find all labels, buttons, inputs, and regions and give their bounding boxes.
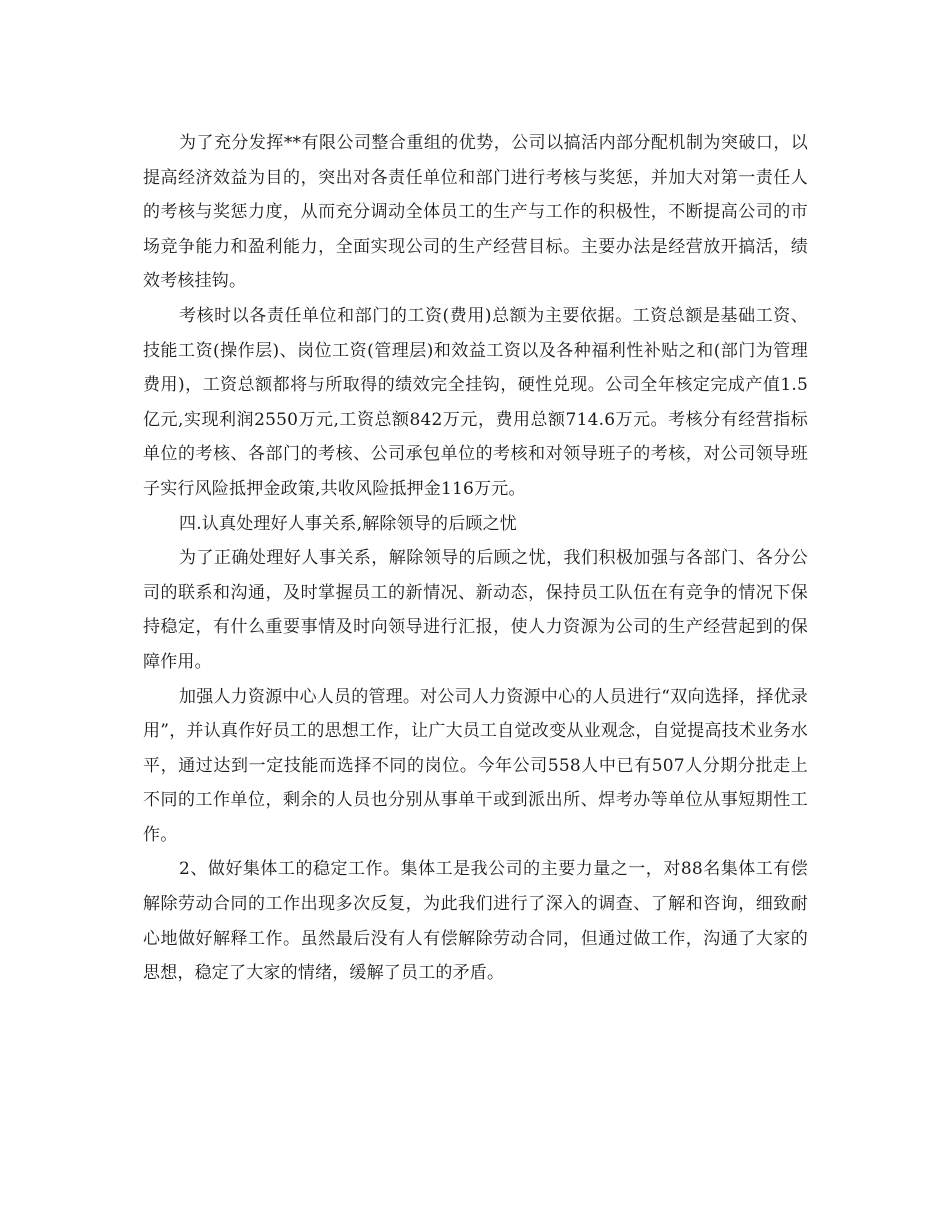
- section-heading-personnel: 四.认真处理好人事关系,解除领导的后顾之忧: [179, 513, 518, 534]
- paragraph-assessment-basis: 考核时以各责任单位和部门的工资(费用)总额为主要依据。工资总额是基础工资、技能工资(操作层)、岗位工资(管理层)和效益工资以及各种福利性补贴之和(部门为管理费用)，工资总额都将与所取得的绩效完全挂钩，硬性兑现。公司全年核定完成产值1.5亿元,实现利润2550万元,工资总额842万元，费用总额714.6万元。考核分有经营指标单位的考核、各部门的考核、公司承包单位的考核和对领导班子的考核，对公司领导班子实行风险抵押金政策,共收风险抵押金116万元。: [143, 305, 808, 499]
- paragraph-personnel-relations: 为了正确处理好人事关系，解除领导的后顾之忧，我们积极加强与各部门、各分公司的联系和沟通，及时掌握员工的新情况、新动态，保持员工队伍在有竞争的情况下保持稳定，有什么重要事情及时向领导进行汇报，使人力资源为公司的生产经营起到的保障作用。: [143, 548, 808, 672]
- paragraph-collective-workers: 2、做好集体工的稳定工作。集体工是我公司的主要力量之一，对88名集体工有偿解除劳动合同的工作出现多次反复，为此我们进行了深入的调查、了解和咨询，细致耐心地做好解释工作。虽然最后没有人有偿解除劳动合同，但通过做工作，沟通了大家的思想，稳定了大家的情绪，缓解了员工的矛盾。: [143, 859, 808, 984]
- document-body: [143, 126, 808, 991]
- paragraph-integration-advantage: 为了充分发挥**有限公司整合重组的优势，公司以搞活内部分配机制为突破口，以提高经济效益为目的，突出对各责任单位和部门进行考核与奖惩，并加大对第一责任人的考核与奖惩力度，从而充分调动全体员工的生产与工作的积极性，不断提高公司的市场竞争能力和盈利能力，全面实现公司的生产经营目标。主要办法是经营放开搞活，绩效考核挂钩。: [143, 133, 808, 292]
- paragraph-hr-center-management: 加强人力资源中心人员的管理。对公司人力资源中心的人员进行“双向选择，择优录用”，并认真作好员工的思想工作，让广大员工自觉改变从业观念，自觉提高技术业务水平，通过达到一定技能而选择不同的岗位。今年公司558人中已有507人分期分批走上不同的工作单位，剩余的人员也分别从事单干或到派出所、焊考办等单位从事短期性工作。: [143, 686, 808, 845]
